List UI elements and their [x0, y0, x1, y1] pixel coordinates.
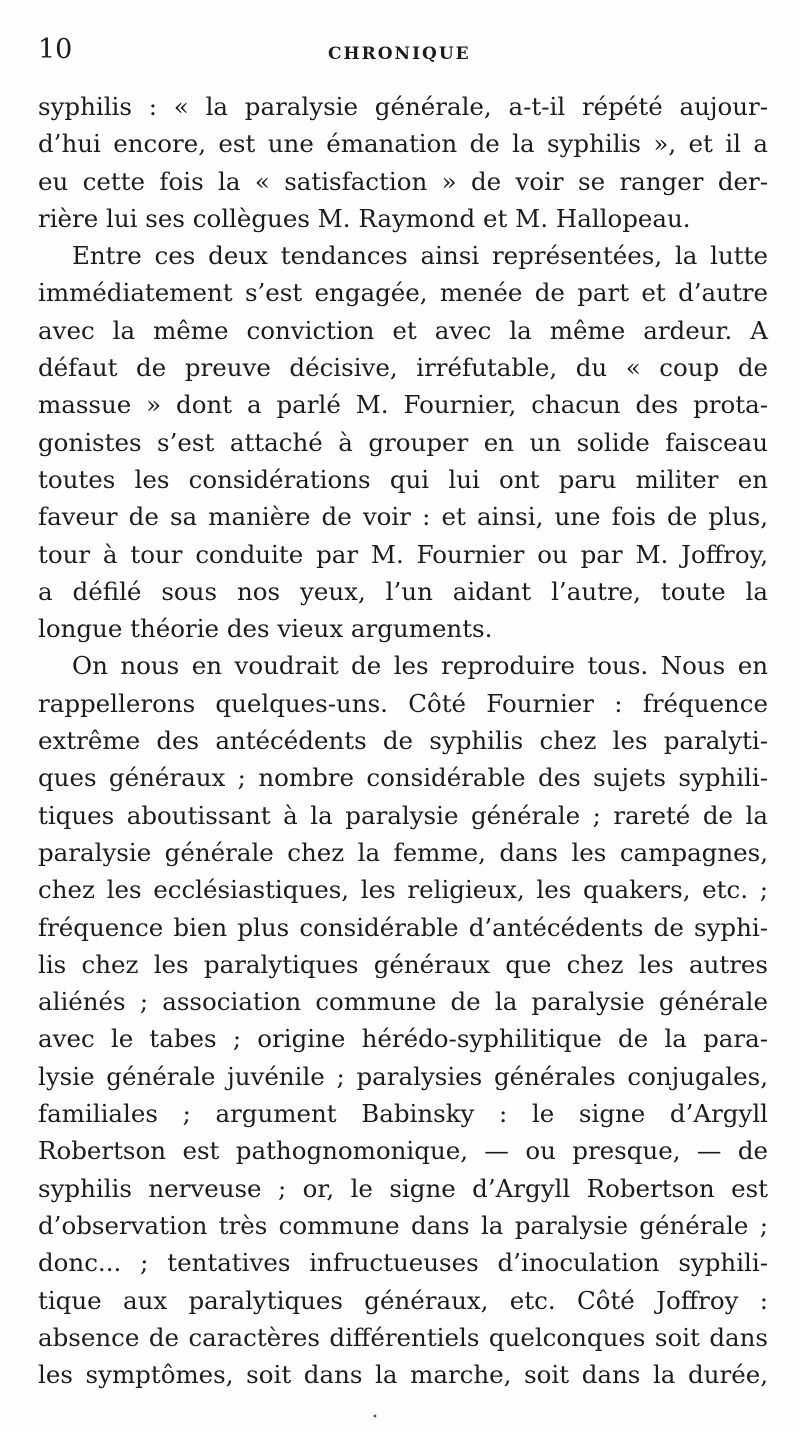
- text-line: ques généraux ; nombre considérable des sujets syphili-: [38, 763, 768, 793]
- text-line: toutes les considérations qui lui ont paru militer en: [38, 464, 768, 494]
- text-line: défaut de preuve décisive, irréfutable, du « coup de: [38, 353, 768, 383]
- text-line: fréquence bien plus considérable d’antécédents de syphi-: [38, 912, 768, 942]
- text-line: donc... ; tentatives infructueuses d’inoculation syphili-: [38, 1248, 768, 1278]
- text-line: immédiatement s’est engagée, menée de part et d’autre: [38, 278, 768, 308]
- text-line: d’hui encore, est une émanation de la syphilis », et il a: [38, 129, 768, 159]
- text-line: Robertson est pathognomonique, — ou presque, — de: [38, 1136, 768, 1166]
- text-line: gonistes s’est attaché à grouper en un solide faisceau: [38, 427, 768, 457]
- body-text: [38, 88, 768, 1393]
- text-line: longue théorie des vieux arguments.: [38, 614, 493, 644]
- page-number: 10: [38, 34, 73, 65]
- text-line: avec le tabes ; origine hérédo-syphilitique de la para-: [38, 1024, 768, 1054]
- text-line: d’observation très commune dans la paralysie générale ;: [38, 1210, 768, 1240]
- page-header: [38, 34, 770, 74]
- text-line: faveur de sa manière de voir : et ainsi, une fois de plus,: [38, 502, 768, 532]
- text-line: Entre ces deux tendances ainsi représentées, la lutte: [72, 241, 768, 271]
- text-line: rière lui ses collègues M. Raymond et M. Hallopeau.: [38, 203, 691, 233]
- text-line: tour à tour conduite par M. Fournier ou par M. Joffroy,: [38, 539, 768, 569]
- text-line: lysie générale juvénile ; paralysies générales conjugales,: [38, 1061, 768, 1091]
- text-line: a défilé sous nos yeux, l’un aidant l’autre, toute la: [38, 576, 768, 606]
- text-line: extrême des antécédents de syphilis chez les paralyti-: [38, 726, 768, 756]
- text-line: tiques aboutissant à la paralysie générale ; rareté de la: [38, 800, 768, 830]
- text-line: paralysie générale chez la femme, dans les campagnes,: [38, 837, 768, 867]
- text-line: syphilis : « la paralysie générale, a-t-il répété aujour-: [38, 92, 768, 121]
- text-line: tique aux paralytiques généraux, etc. Côté Joffroy :: [38, 1285, 768, 1315]
- footer-mark: •: [372, 1412, 378, 1423]
- text-line: absence de caractères différentiels quelconques soit dans: [38, 1322, 768, 1352]
- text-line: On nous en voudrait de les reproduire tous. Nous en: [72, 651, 768, 681]
- text-line: chez les ecclésiastiques, les religieux, les quakers, etc. ;: [38, 875, 768, 905]
- text-line: massue » dont a parlé M. Fournier, chacun des prota-: [38, 390, 768, 420]
- text-line: syphilis nerveuse ; or, le signe d’Argyll Robertson est: [38, 1173, 768, 1203]
- running-head: CHRONIQUE: [328, 44, 471, 64]
- text-line: lis chez les paralytiques généraux que chez les autres: [38, 949, 768, 979]
- text-line: aliénés ; association commune de la paralysie générale: [38, 987, 768, 1017]
- text-line: avec la même conviction et avec la même ardeur. A: [38, 315, 768, 345]
- text-line: rappellerons quelques-uns. Côté Fournier : fréquence: [38, 688, 768, 718]
- text-line: familiales ; argument Babinsky : le signe d’Argyll: [38, 1099, 768, 1129]
- text-line: les symptômes, soit dans la marche, soit dans la durée,: [38, 1360, 768, 1390]
- text-line: eu cette fois la « satisfaction » de voir se ranger der-: [38, 166, 768, 196]
